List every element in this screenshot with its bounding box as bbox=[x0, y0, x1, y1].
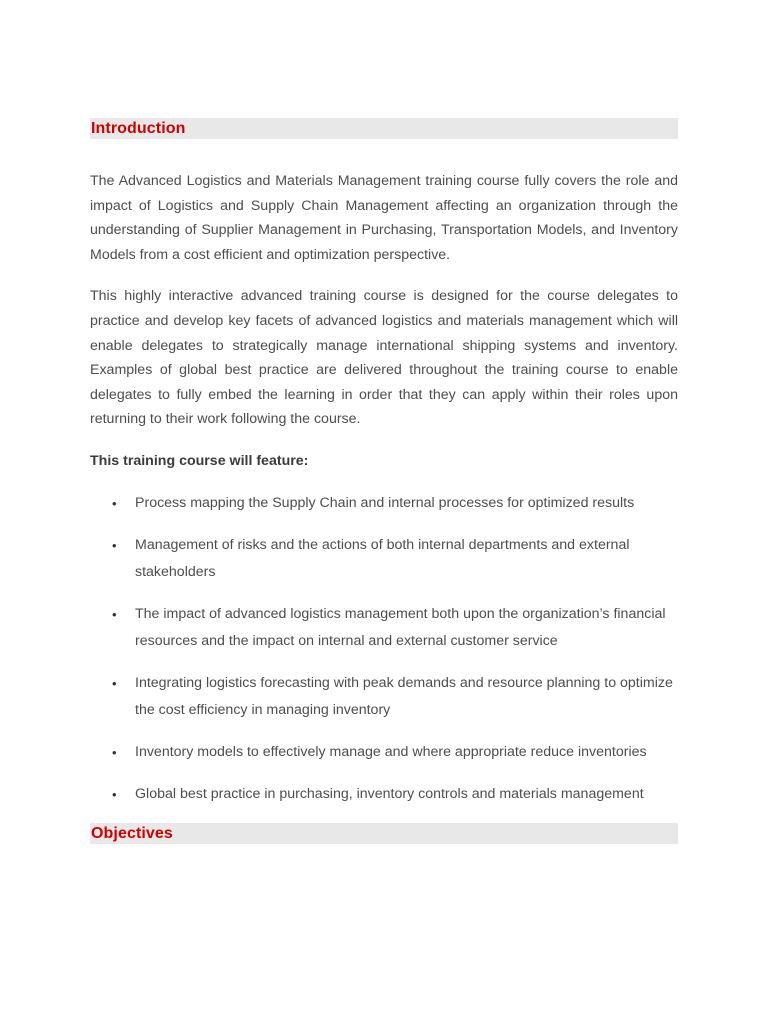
document-page bbox=[90, 118, 678, 844]
bullet-icon: • bbox=[112, 744, 117, 760]
feature-list-item bbox=[90, 532, 678, 586]
features-title: This training course will feature: bbox=[90, 452, 309, 469]
introduction-paragraph-2: This highly interactive advanced training course is designed for the course delegates to practice and develop key facets of advanced logistics and materials management which will enable delegates to strategically manage international shipping systems and inventory. Examples of global best practice are delivered throughout the training course to enable delegates to fully embed the learning in order that they can apply within their roles upon returning to their work following the course. bbox=[90, 288, 678, 428]
feature-list-item bbox=[90, 601, 678, 655]
feature-list-item bbox=[90, 490, 678, 517]
objectives-heading: Objectives bbox=[90, 823, 678, 844]
feature-list-item bbox=[90, 739, 678, 766]
bullet-icon: • bbox=[112, 675, 117, 691]
feature-text: Integrating logistics forecasting with peak demands and resource planning to optimize the cost efficiency in managing inventory bbox=[135, 674, 673, 718]
introduction-paragraph-1: The Advanced Logistics and Materials Management training course fully covers the role and impact of Logistics and Supply Chain Management affecting an organization through the understanding of Supplier Management in Purchasing, Transportation Models, and Inventory Models from a cost efficient and optimization perspective. bbox=[90, 173, 678, 263]
bullet-icon: • bbox=[112, 537, 117, 553]
bullet-icon: • bbox=[112, 606, 117, 622]
introduction-heading: Introduction bbox=[90, 118, 678, 139]
features-list bbox=[90, 490, 678, 808]
feature-text: The impact of advanced logistics management both upon the organization’s financial resources and the impact on internal and external customer service bbox=[135, 605, 666, 649]
feature-text: Process mapping the Supply Chain and internal processes for optimized results bbox=[135, 494, 635, 511]
feature-text: Global best practice in purchasing, inventory controls and materials management bbox=[135, 785, 644, 802]
feature-text: Management of risks and the actions of both internal departments and external stakeholders bbox=[135, 536, 630, 580]
bullet-icon: • bbox=[112, 495, 117, 511]
feature-list-item bbox=[90, 670, 678, 724]
feature-text: Inventory models to effectively manage and where appropriate reduce inventories bbox=[135, 743, 647, 760]
feature-list-item bbox=[90, 781, 678, 808]
bullet-icon: • bbox=[112, 786, 117, 802]
